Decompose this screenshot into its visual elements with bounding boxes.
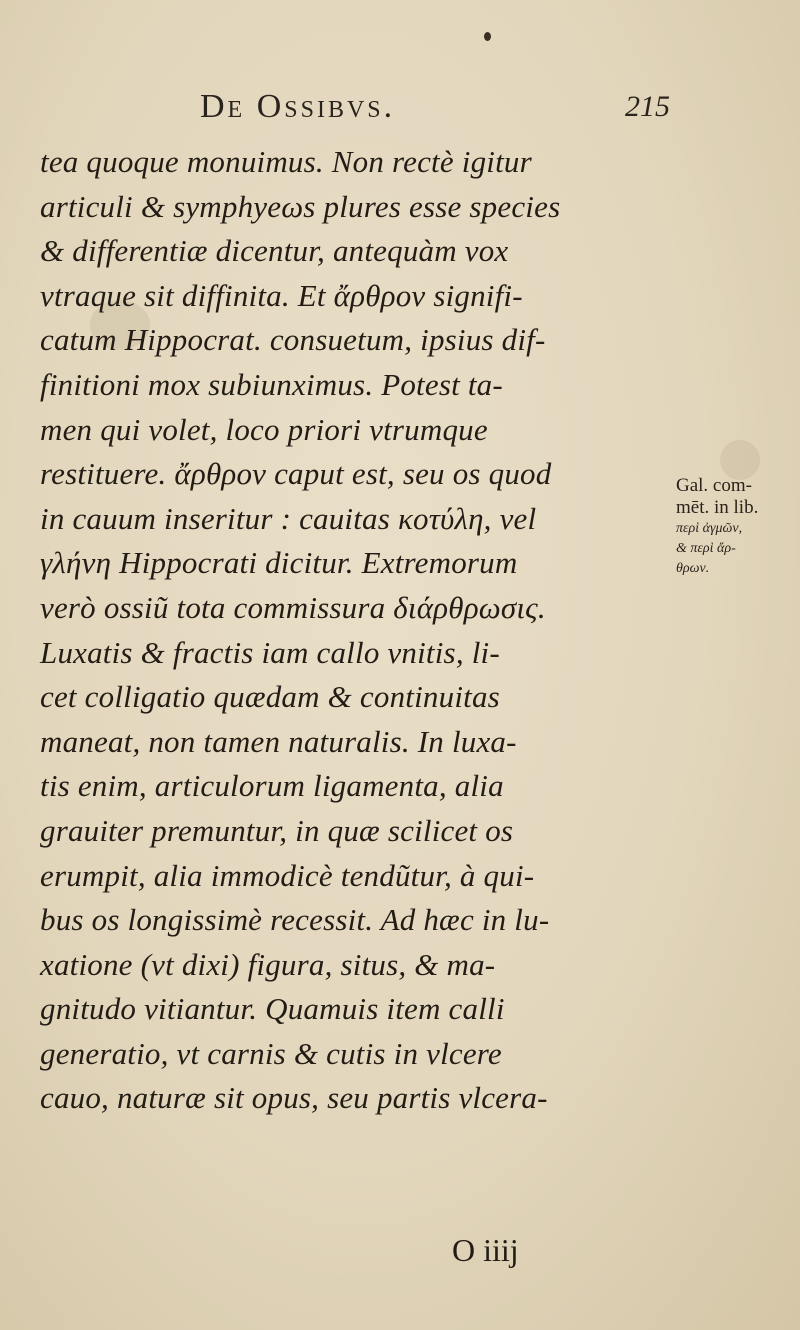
text-line: grauiter premuntur, in quæ scilicet os xyxy=(40,812,514,848)
running-head-title: De Ossibvs. xyxy=(200,88,396,125)
text-line: articuli & symphyeωs plures esse species xyxy=(40,188,561,224)
text-line: cauo, naturæ sit opus, seu partis vlcera- xyxy=(40,1080,548,1116)
text-line: γλήνη Hippocrati dicitur. Extremorum xyxy=(40,545,518,581)
running-head xyxy=(200,88,670,128)
margin-note-line: θρων. xyxy=(676,561,710,576)
text-line: verò ossiũ tota commissura διάρθρωσις. xyxy=(40,589,546,625)
margin-note xyxy=(676,475,794,579)
text-line: men qui volet, loco priori vtrumque xyxy=(40,411,488,447)
text-line: erumpit, alia immodicè tendũtur, à qui- xyxy=(40,857,535,893)
text-line: cet colligatio quædam & continuitas xyxy=(40,679,500,715)
page-number: 215 xyxy=(625,90,670,123)
ink-dot xyxy=(484,32,491,41)
text-line: Luxatis & fractis iam callo vnitis, li- xyxy=(40,634,500,670)
text-line: generatio, vt carnis & cutis in vlcere xyxy=(40,1035,502,1071)
text-line: bus os longissimè recessit. Ad hæc in lu- xyxy=(40,902,550,938)
text-line: vtraque sit diffinita. Et ἄρθρον signifi- xyxy=(40,277,523,313)
text-line: finitioni mox subiunximus. Potest ta- xyxy=(40,366,503,402)
signature-mark: O iiij xyxy=(452,1232,519,1268)
text-line: tea quoque monuimus. Non rectè igitur xyxy=(40,144,532,179)
text-line: catum Hippocrat. consuetum, ipsius dif- xyxy=(40,322,546,358)
text-line: gnitudo vitiantur. Quamuis item calli xyxy=(40,991,505,1027)
text-line: in cauum inseritur : cauitas κοτύλη, vel xyxy=(40,500,537,536)
margin-note-line: & περὶ ἄρ- xyxy=(676,541,736,556)
text-line: xatione (vt dixi) figura, situs, & ma- xyxy=(40,946,496,982)
text-line: tis enim, articulorum ligamenta, alia xyxy=(40,768,504,804)
margin-note-line: Gal. com- xyxy=(676,475,752,496)
paper-stain xyxy=(720,440,760,480)
margin-note-line: mēt. in lib. xyxy=(676,497,759,518)
text-line: & differentiæ dicentur, antequàm vox xyxy=(40,233,509,269)
margin-note-line: περὶ ἀγμῶν, xyxy=(676,521,743,536)
text-line: restituere. ἄρθρον caput est, seu os quod xyxy=(40,456,552,492)
body-text xyxy=(40,140,660,1121)
text-line: maneat, non tamen naturalis. In luxa- xyxy=(40,723,517,759)
